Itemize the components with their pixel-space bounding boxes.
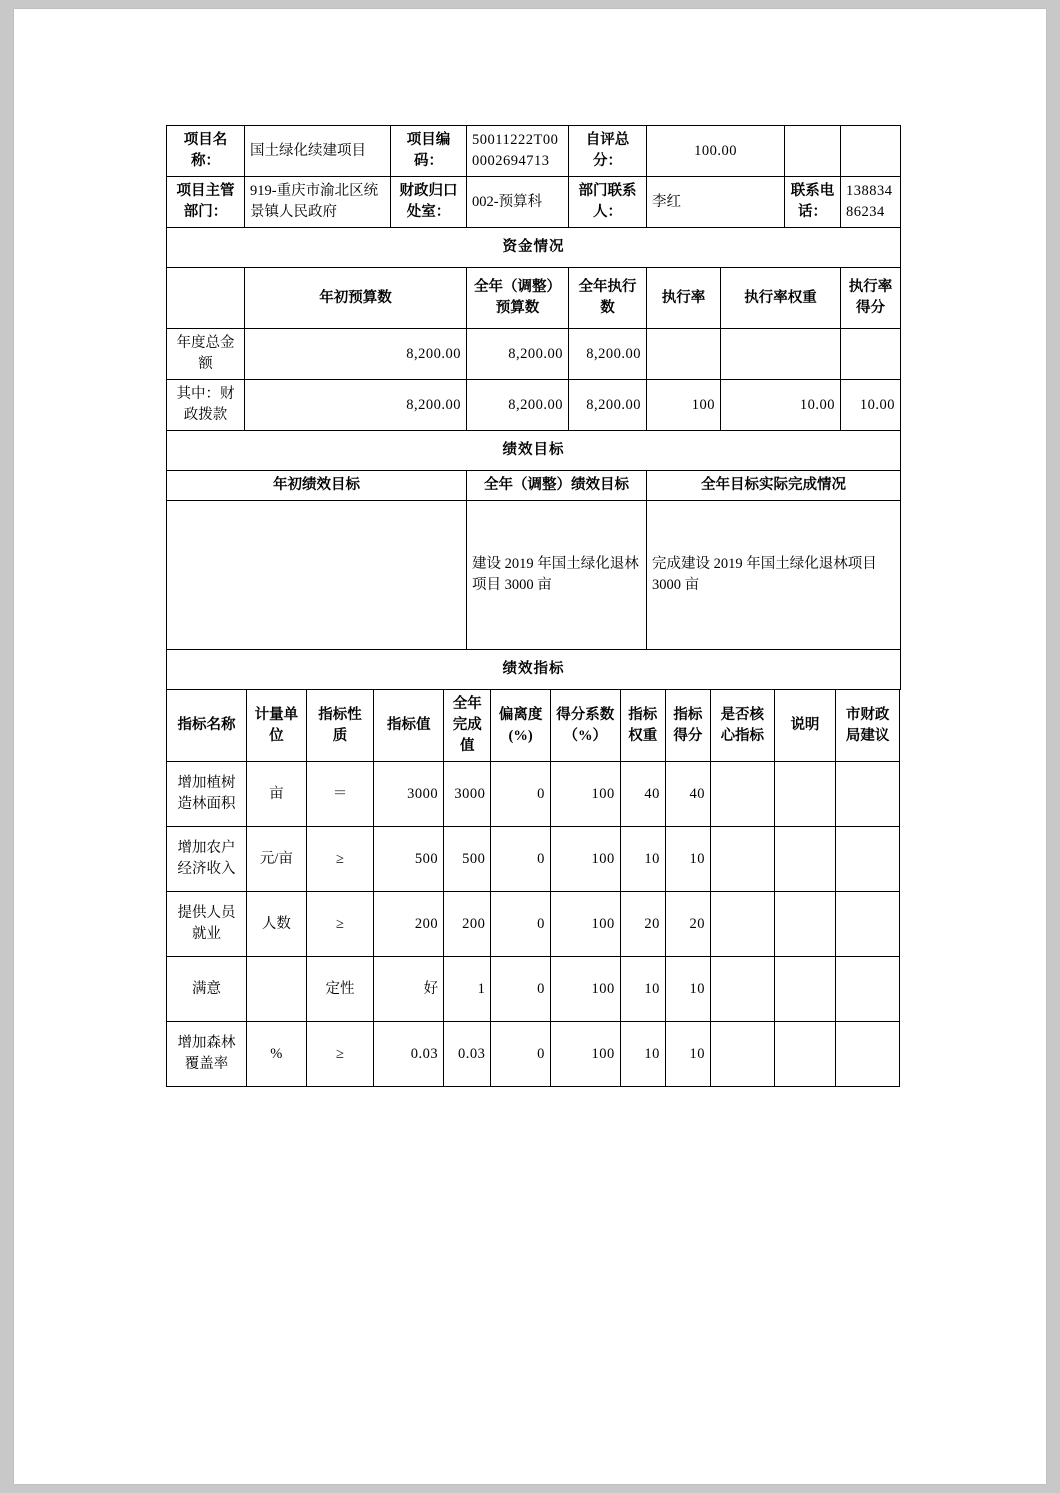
funds-col-0 [167,268,245,329]
funds-row-label: 年度总金额 [167,329,245,380]
indicator-unit: % [247,1022,307,1087]
table-row [167,1022,900,1087]
header-blank-1 [785,126,841,177]
funds-row-appropriation [167,380,901,431]
funds-executed: 8,200.00 [569,329,647,380]
indicator-col-name: 指标名称 [167,690,247,762]
section-title-goals: 绩效目标 [167,431,901,471]
indicator-name: 增加森林覆盖率 [167,1022,247,1087]
indicator-actual: 3000 [444,762,491,827]
indicator-score: 10 [665,827,710,892]
indicator-note [774,892,836,957]
value-self-score: 100.00 [647,126,785,177]
indicator-coefficient: 100 [550,1022,620,1087]
funds-col-5: 执行率权重 [721,268,841,329]
table-row [167,827,900,892]
funds-initial: 8,200.00 [245,380,467,431]
indicator-col-target: 指标值 [374,690,444,762]
indicator-name: 提供人员就业 [167,892,247,957]
label-department: 项目主管部门： [167,177,245,228]
indicator-target: 200 [374,892,444,957]
funds-row-label: 其中：财政拨款 [167,380,245,431]
goal-adjusted: 建设 2019 年国土绿化退林项目 3000 亩 [467,501,647,650]
indicator-weight: 10 [620,827,665,892]
funds-adjusted: 8,200.00 [467,329,569,380]
funds-col-6: 执行率得分 [841,268,901,329]
funds-score [841,329,901,380]
indicator-weight: 20 [620,892,665,957]
indicator-weight: 10 [620,1022,665,1087]
indicator-name: 满意 [167,957,247,1022]
label-finance-office: 财政归口处室： [391,177,467,228]
indicator-note [774,957,836,1022]
indicator-nature: ≥ [306,892,374,957]
goals-header-row [167,471,901,501]
value-department: 919-重庆市渝北区统景镇人民政府 [245,177,391,228]
goals-col-2: 全年目标实际完成情况 [647,471,901,501]
indicator-deviation: 0 [491,892,551,957]
indicator-unit: 亩 [247,762,307,827]
section-funds-title-row [167,228,901,268]
label-self-score: 自评总分： [569,126,647,177]
indicator-col-score: 指标得分 [665,690,710,762]
indicator-col-actual: 全年完成值 [444,690,491,762]
indicator-advice [836,762,900,827]
section-goals-title-row [167,431,901,471]
indicator-note [774,1022,836,1087]
table-row-department [167,177,901,228]
funds-weight: 10.00 [721,380,841,431]
indicator-deviation: 0 [491,762,551,827]
funds-weight [721,329,841,380]
indicator-score: 20 [665,892,710,957]
indicator-actual: 200 [444,892,491,957]
section-title-funds: 资金情况 [167,228,901,268]
funds-adjusted: 8,200.00 [467,380,569,431]
indicator-nature: ≥ [306,1022,374,1087]
label-contact: 部门联系人： [569,177,647,228]
funds-col-1: 年初预算数 [245,268,467,329]
table-row [167,762,900,827]
indicator-core [711,1022,775,1087]
indicator-coefficient: 100 [550,827,620,892]
indicator-col-unit: 计量单位 [247,690,307,762]
indicator-coefficient: 100 [550,762,620,827]
indicator-advice [836,827,900,892]
document-page [14,9,1046,1484]
indicator-col-core: 是否核心指标 [711,690,775,762]
indicator-core [711,827,775,892]
indicator-col-coefficient: 得分系数（%） [550,690,620,762]
value-phone: 13883486234 [841,177,901,228]
indicator-core [711,892,775,957]
indicator-unit: 人数 [247,892,307,957]
indicator-actual: 500 [444,827,491,892]
table-row-project-name [167,126,901,177]
table-row [167,957,900,1022]
funds-row-total [167,329,901,380]
label-project-code: 项目编码： [391,126,467,177]
funds-rate: 100 [647,380,721,431]
indicator-target: 0.03 [374,1022,444,1087]
indicator-unit: 元/亩 [247,827,307,892]
funds-initial: 8,200.00 [245,329,467,380]
indicator-score: 40 [665,762,710,827]
indicator-nature: 定性 [306,957,374,1022]
funds-col-4: 执行率 [647,268,721,329]
indicator-nature: ≥ [306,827,374,892]
indicator-col-deviation: 偏离度(%) [491,690,551,762]
indicator-col-nature: 指标性质 [306,690,374,762]
funds-rate [647,329,721,380]
indicator-unit [247,957,307,1022]
indicator-deviation: 0 [491,957,551,1022]
label-phone: 联系电话： [785,177,841,228]
funds-executed: 8,200.00 [569,380,647,431]
indicator-col-weight: 指标权重 [620,690,665,762]
indicator-core [711,957,775,1022]
indicators-table [166,689,900,1087]
indicator-actual: 1 [444,957,491,1022]
indicator-col-advice: 市财政局建议 [836,690,900,762]
value-project-code: 50011222T000002694713 [467,126,569,177]
funds-score: 10.00 [841,380,901,431]
indicator-target: 500 [374,827,444,892]
indicator-col-note: 说明 [774,690,836,762]
indicator-advice [836,957,900,1022]
funds-col-3: 全年执行数 [569,268,647,329]
indicators-header-row [167,690,900,762]
section-title-indicators: 绩效指标 [167,650,901,690]
goals-col-1: 全年（调整）绩效目标 [467,471,647,501]
indicator-core [711,762,775,827]
goals-col-0: 年初绩效目标 [167,471,467,501]
table-row [167,892,900,957]
indicator-advice [836,892,900,957]
funds-header-row [167,268,901,329]
value-project-name: 国土绿化续建项目 [245,126,391,177]
header-blank-2 [841,126,901,177]
indicator-score: 10 [665,1022,710,1087]
indicator-deviation: 0 [491,827,551,892]
label-project-name: 项目名称： [167,126,245,177]
goal-actual: 完成建设 2019 年国土绿化退林项目 3000 亩 [647,501,901,650]
indicator-name: 增加农户经济收入 [167,827,247,892]
indicator-advice [836,1022,900,1087]
indicator-note [774,827,836,892]
goal-initial [167,501,467,650]
goals-content-row [167,501,901,650]
indicator-note [774,762,836,827]
indicator-coefficient: 100 [550,892,620,957]
indicator-nature: ＝ [306,762,374,827]
funds-col-2: 全年（调整）预算数 [467,268,569,329]
indicator-target: 好 [374,957,444,1022]
section-indicators-title-row [167,650,901,690]
indicator-actual: 0.03 [444,1022,491,1087]
indicator-score: 10 [665,957,710,1022]
performance-evaluation-table [166,125,900,1087]
main-table [166,125,901,690]
indicator-weight: 40 [620,762,665,827]
value-finance-office: 002-预算科 [467,177,569,228]
indicator-target: 3000 [374,762,444,827]
indicator-weight: 10 [620,957,665,1022]
indicator-name: 增加植树造林面积 [167,762,247,827]
indicator-coefficient: 100 [550,957,620,1022]
indicator-deviation: 0 [491,1022,551,1087]
value-contact: 李红 [647,177,785,228]
